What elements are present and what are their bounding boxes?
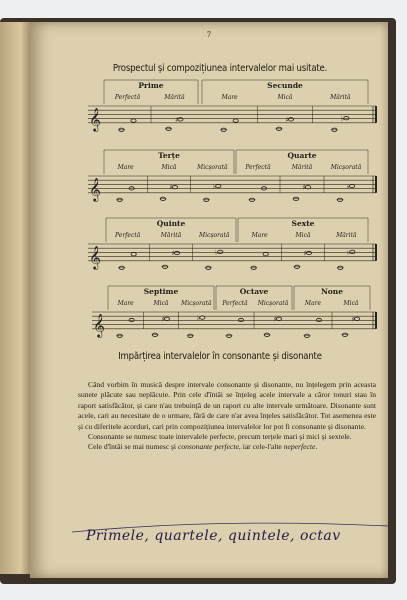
accidental-icon: ♭ [212,182,217,191]
note-icon [131,253,136,256]
group-title: Sexte [291,219,315,228]
handwritten-note: Primele, quartele, quintele, octav [86,528,341,544]
interval-label: Mărită [164,94,185,101]
paragraph-last [78,442,376,452]
interval-label: Mare [304,300,322,307]
treble-clef-icon: 𝄞 [89,176,101,201]
interval-label: Perfectă [222,300,248,307]
note-icon [218,250,223,253]
note-icon [164,317,169,320]
page-number: 7 [206,31,212,39]
interval-label: Mărită [330,94,351,101]
accidental-icon: ♭ [196,314,201,323]
heading-intervals: Prospectul și compozițiunea intervalelor mai usitate. [112,63,328,74]
note-icon [216,184,221,187]
group-title: Octave [239,287,269,296]
accidental-icon: ♯ [303,249,307,258]
interval-label: Mare [251,232,268,239]
note-icon [178,118,183,121]
accidental-icon: ♯ [351,315,355,324]
note-icon [233,119,238,122]
heading-consonants: Impărțirea intervalelor în consonante și disonante [118,351,322,362]
interval-label: Perfectă [114,94,141,101]
note-icon [129,318,134,321]
group-title: Secunde [267,81,303,90]
interval-label: Mică [153,300,169,307]
treble-clef-icon: 𝄞 [93,312,105,337]
interval-label: Mărită [336,232,357,239]
text-run: consonante perfecte [177,442,239,452]
group-title: Quinte [156,219,186,228]
treble-clef-icon: 𝄞 [89,106,101,131]
group-title: Quarte [287,151,317,160]
interval-label: Mică [295,232,311,239]
note-icon [306,251,311,254]
interval-label: Mică [277,94,293,101]
left-page-edge [0,22,34,574]
note-icon [344,117,349,120]
text-run: , iar cele-l'alte [238,442,284,452]
body-text [78,380,376,453]
text-run: neperfecte [283,442,316,452]
text-run: . [315,442,318,452]
group-title: None [320,287,344,296]
note-icon [238,318,243,321]
group-title: Prime [138,81,164,90]
note-icon [263,253,268,256]
accidental-icon: ♯ [273,315,277,324]
interval-label: Mică [161,164,177,171]
interval-label: Mare [117,164,134,171]
accidental-icon: ♭ [346,182,350,191]
accidental-icon: ♭ [340,114,345,123]
interval-label: Perfectă [245,164,271,171]
group-title: Septime [143,287,179,296]
accidental-icon: ♭ [346,248,351,257]
note-icon [350,250,355,253]
interval-label: Micșorată [197,164,228,171]
text-run: Cele d'întâi se mai numesc și [88,442,178,452]
paragraph: Când vorbim în musică despre intervale consonante și disonante, nu înțelegem prin aceasta sunete plăcute sau neplăcute. Prin cele d'întâi se înțeleg acele intervale a căror tonuri stau în raport satisfăcător, și care n'au trebuință de un raport cu alte intervale următoare. Disonante sunt acele, cari au necesitate de o urmare, fără de care n'ar avea înțeles satisfăcător. Tot asemenea este și cu diferitele acorduri, cari prin compozițiunea intervalelor lor pot fi consonante și disonante. [78,380,376,431]
interval-label: Mărită [160,232,182,239]
interval-label: Micșorată [330,164,362,171]
note-icon [349,184,354,187]
accidental-icon: ♯ [302,183,306,192]
page [30,22,388,578]
note-icon [276,317,281,320]
music-staffs [30,22,388,578]
interval-label: Mare [117,300,134,307]
interval-label: Micșorată [181,300,212,307]
accidental-icon: ♯ [175,115,179,124]
group-title: Terțe [158,151,180,160]
note-icon [131,119,136,122]
accidental-icon: ♭ [214,248,219,257]
accidental-icon: ♯ [161,315,165,324]
interval-label: Perfectă [115,232,141,239]
paragraph: Consonante se numesc toate intervalele perfecte, precum terțele mari și mici și sextele. [88,432,352,442]
accidental-icon: ♯ [169,183,173,192]
accidental-icon: ♯ [171,249,175,258]
interval-label: Micșorată [199,232,230,239]
interval-label: Mărită [291,164,313,171]
note-icon [174,251,179,254]
note-icon [316,318,321,321]
interval-label: Mare [221,94,238,101]
note-icon [354,317,359,320]
accidental-icon: ♯ [285,115,289,124]
treble-clef-icon: 𝄞 [89,244,101,269]
interval-label: Mică [343,300,359,307]
interval-label: Micșorată [257,300,289,307]
note-icon [288,118,293,121]
